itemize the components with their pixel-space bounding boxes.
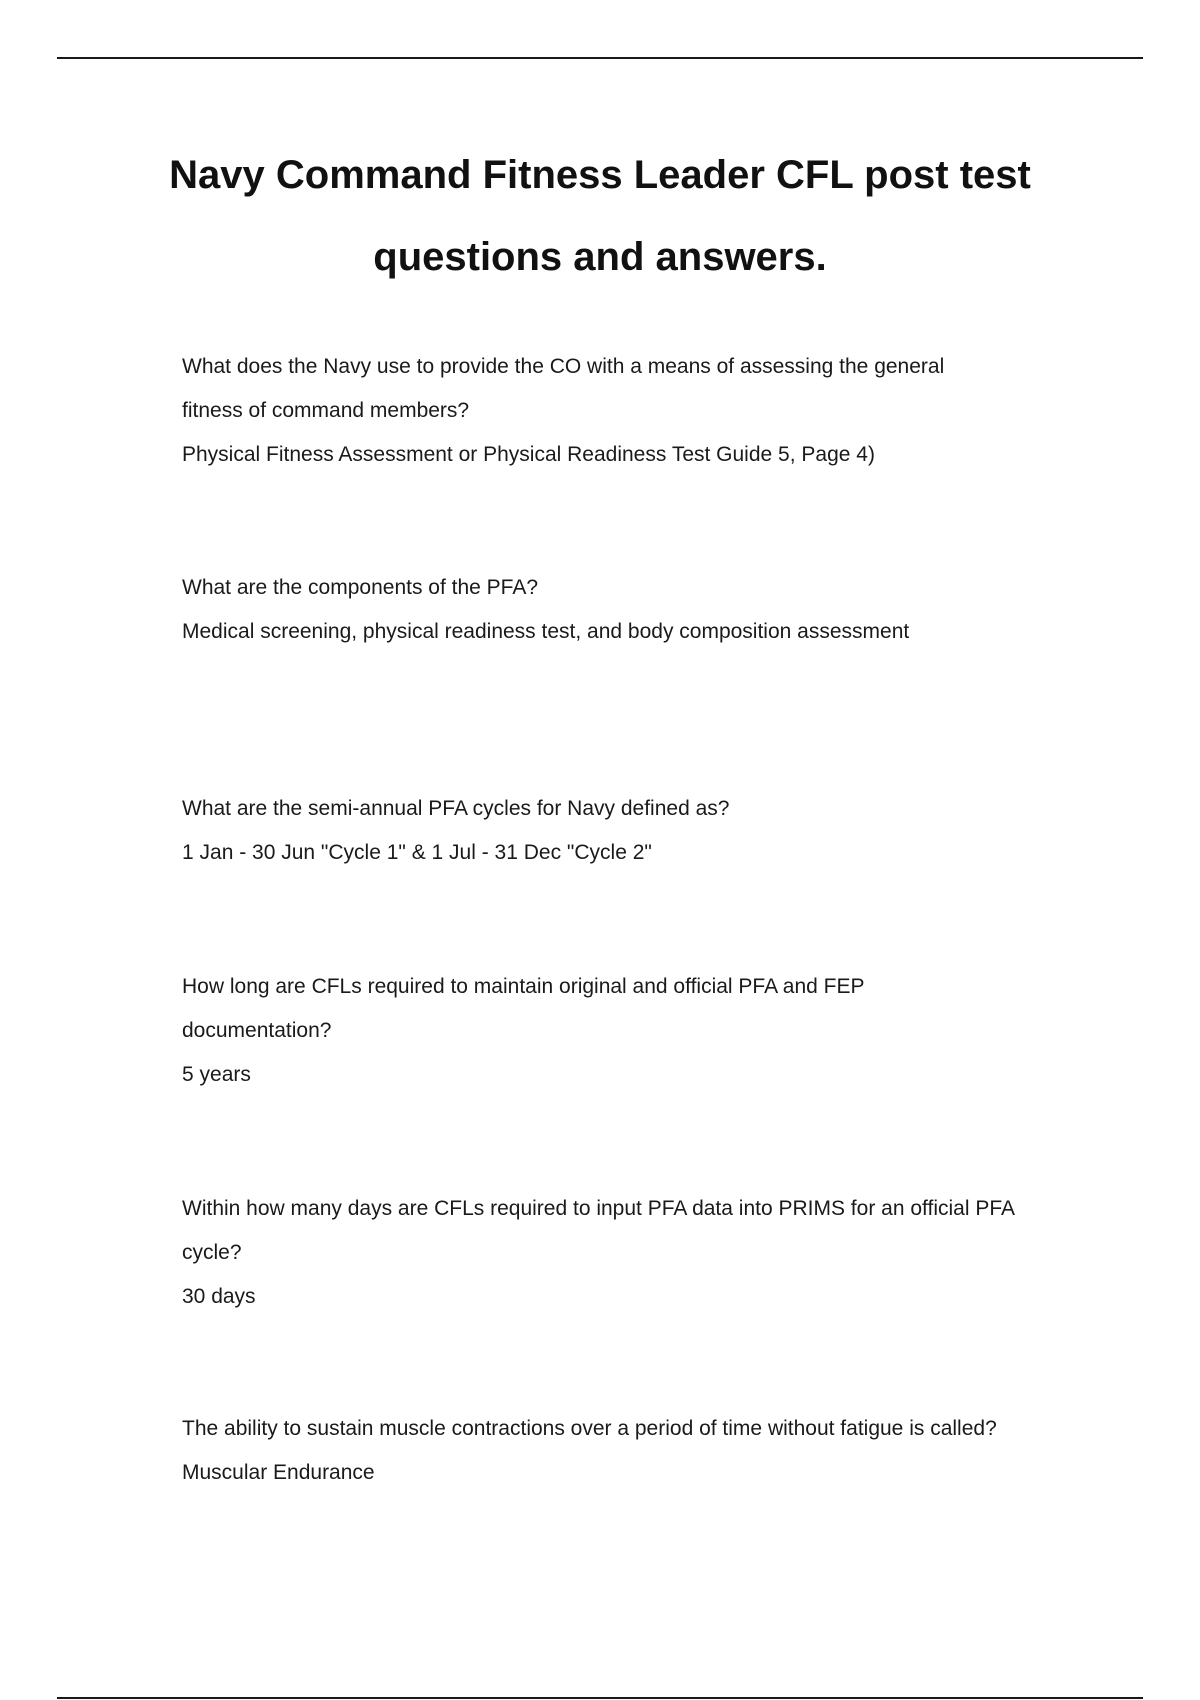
footer-rule	[57, 1697, 1143, 1699]
qa-item-6	[182, 1407, 1032, 1495]
header-rule	[57, 57, 1143, 59]
question-text: What are the semi-annual PFA cycles for Navy defined as?	[182, 797, 730, 820]
question-text: How long are CFLs required to maintain original and official PFA and FEP documentation?	[182, 975, 865, 1042]
title-line-1: Navy Command Fitness Leader CFL post test	[169, 153, 1031, 197]
qa-item-1	[182, 345, 1002, 477]
qa-item-2	[182, 566, 1032, 654]
answer-text: Physical Fitness Assessment or Physical Readiness Test Guide 5, Page 4)	[182, 443, 875, 466]
qa-item-4	[182, 965, 912, 1097]
question-text: What does the Navy use to provide the CO with a means of assessing the general fitness of command members?	[182, 355, 945, 422]
qa-item-3	[182, 787, 1032, 875]
answer-text: Muscular Endurance	[182, 1461, 375, 1484]
question-text: What are the components of the PFA?	[182, 576, 539, 599]
question-text: Within how many days are CFLs required to input PFA data into PRIMS for an official PFA cycle?	[182, 1197, 1014, 1264]
answer-text: 5 years	[182, 1063, 251, 1086]
document-title	[150, 134, 1050, 298]
qa-item-5	[182, 1187, 1032, 1319]
answer-text: Medical screening, physical readiness test, and body composition assessment	[182, 620, 910, 643]
question-text: The ability to sustain muscle contractions over a period of time without fatigue is called?	[182, 1417, 997, 1440]
answer-text: 30 days	[182, 1285, 256, 1308]
title-line-2: questions and answers.	[373, 235, 827, 279]
answer-text: 1 Jan - 30 Jun "Cycle 1" & 1 Jul - 31 Dec "Cycle 2"	[182, 841, 652, 864]
